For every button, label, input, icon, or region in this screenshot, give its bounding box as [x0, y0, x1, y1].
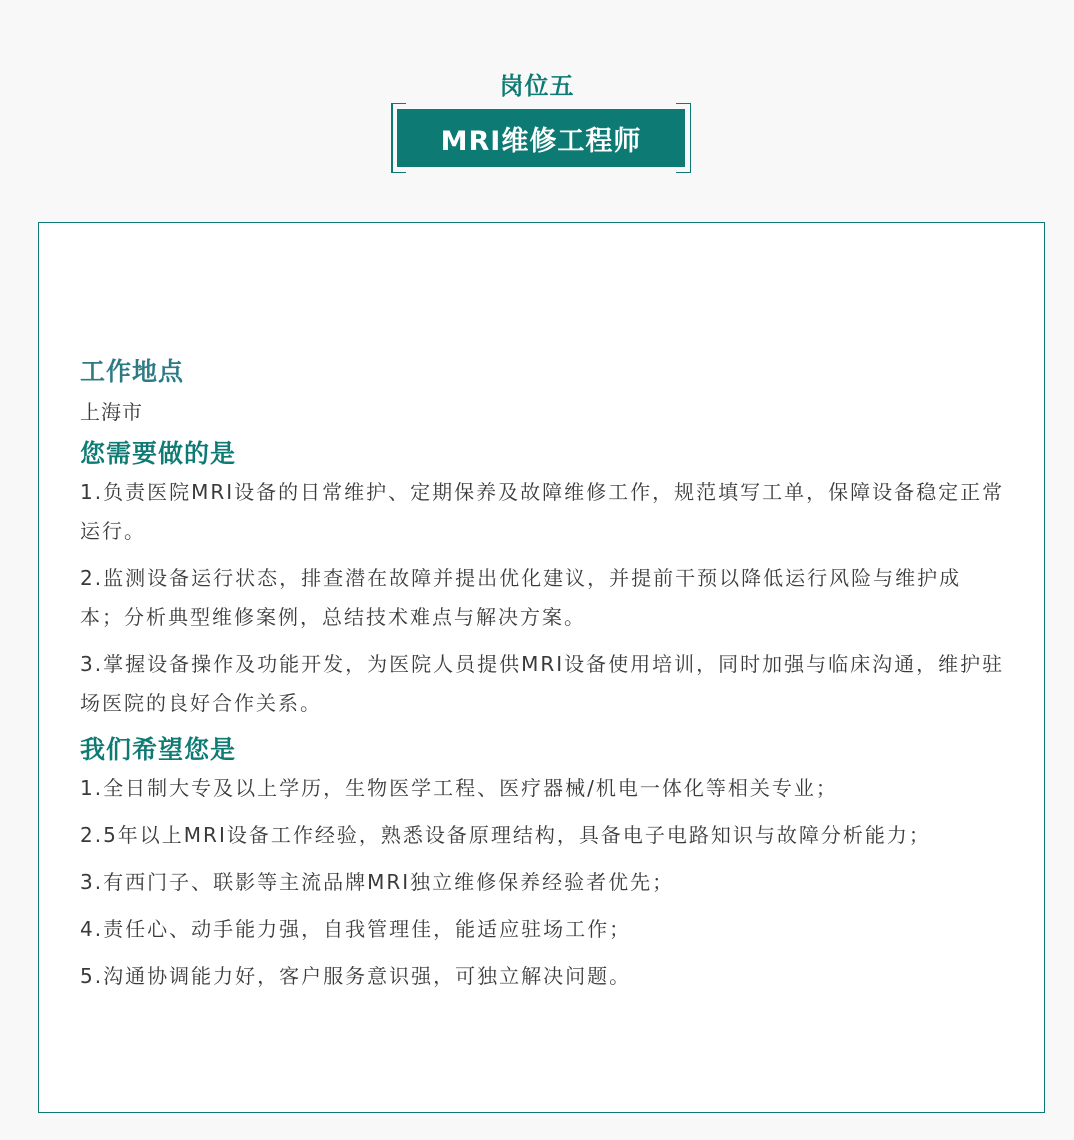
- requirement-item: 1.全日制大专及以上学历，生物医学工程、医疗器械/机电一体化等相关专业；: [80, 776, 838, 800]
- job-description-card: [38, 222, 1045, 1113]
- duty-item: 3.掌握设备操作及功能开发，为医院人员提供MRI设备使用培训，同时加强与临床沟通，维护驻场医院的良好合作关系。: [80, 652, 1005, 715]
- requirement-item: 3.有西门子、联影等主流品牌MRI独立维修保养经验者优先；: [80, 870, 675, 894]
- requirement-item: 4.责任心、动手能力强，自我管理佳，能适应驻场工作；: [80, 917, 632, 941]
- location-heading: 工作地点: [80, 357, 185, 386]
- job-title: MRI维修工程师: [397, 109, 685, 167]
- job-description-content: [80, 353, 1005, 1004]
- requirement-item: 5.沟通协调能力好，客户服务意识强，可独立解决问题。: [80, 964, 632, 988]
- job-title-frame: [391, 103, 691, 173]
- duties-heading: 您需要做的是: [80, 439, 237, 468]
- duty-item: 2.监测设备运行状态，排查潜在故障并提出优化建议，并提前干预以降低运行风险与维护成本；分析典型维修案例，总结技术难点与解决方案。: [80, 566, 962, 629]
- requirement-item: 2.5年以上MRI设备工作经验，熟悉设备原理结构，具备电子电路知识与故障分析能力；: [80, 823, 931, 847]
- requirements-heading: 我们希望您是: [80, 735, 237, 764]
- position-number: 岗位五: [499, 72, 575, 100]
- duty-item: 1.负责医院MRI设备的日常维护、定期保养及故障维修工作，规范填写工单，保障设备稳定正常运行。: [80, 480, 1005, 543]
- location-value: 上海市: [80, 400, 143, 424]
